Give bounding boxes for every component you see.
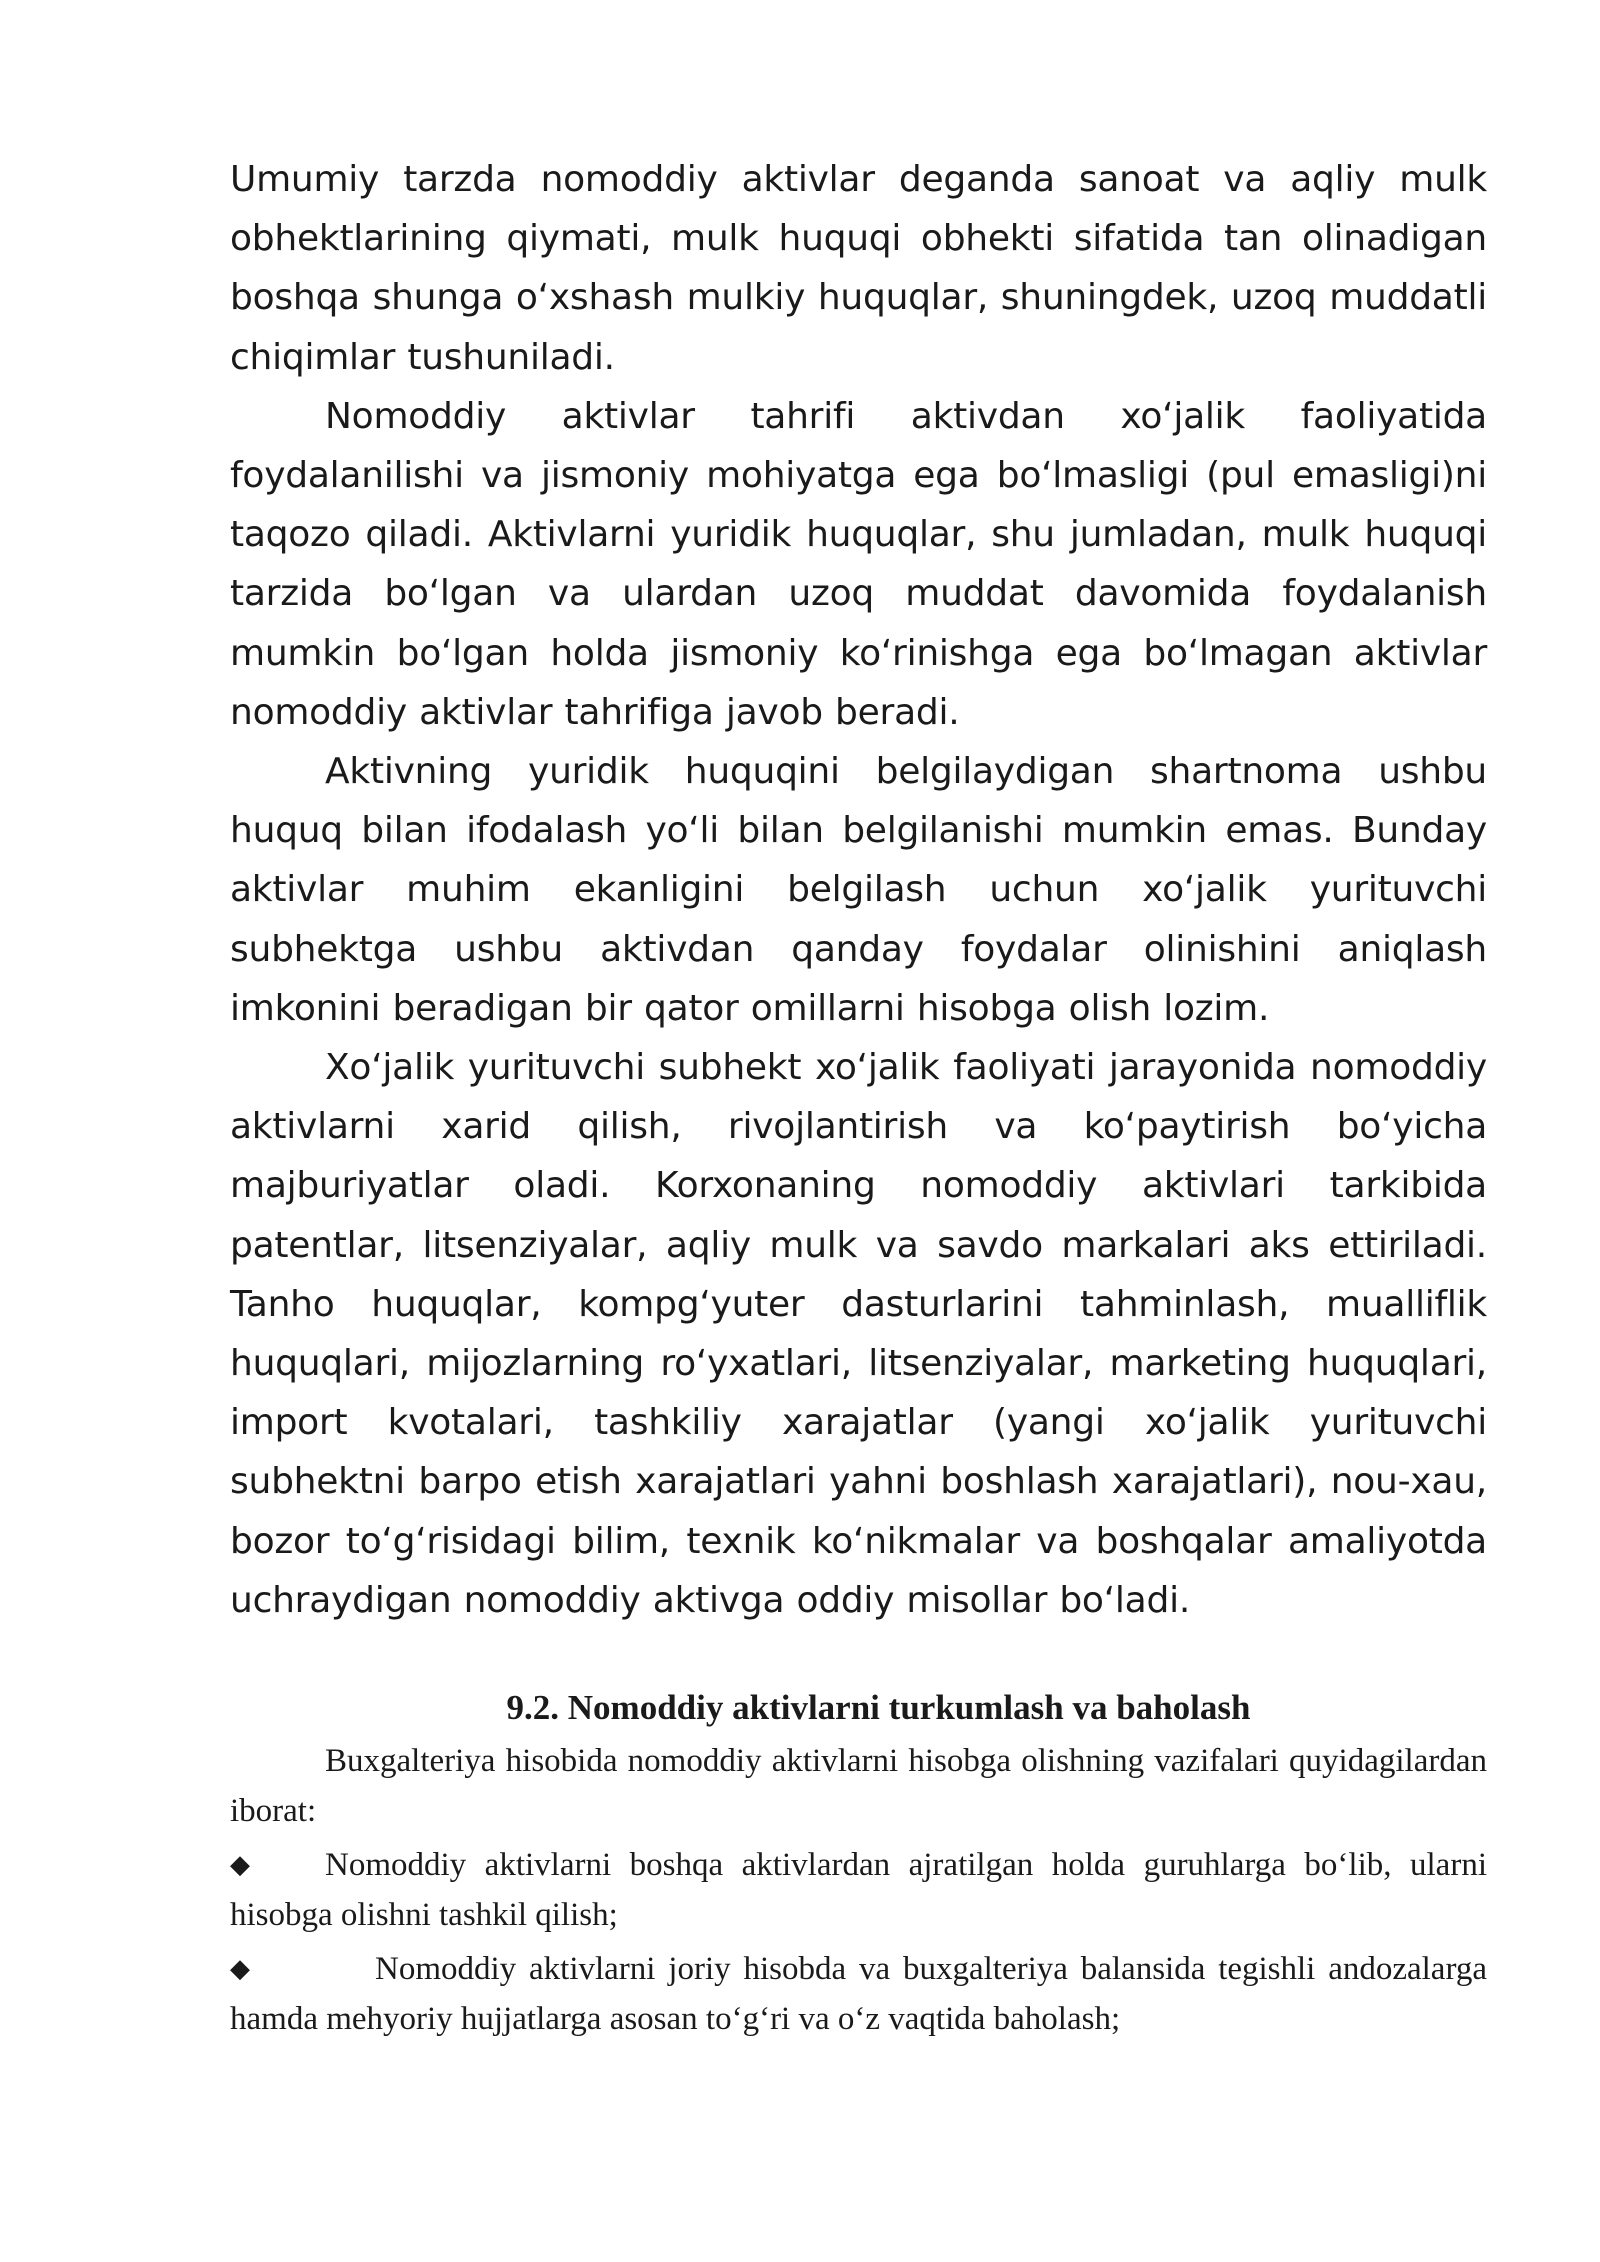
section-9-2 <box>230 1680 1487 2044</box>
document-page <box>230 150 1487 2044</box>
section-heading: 9.2. Nomoddiy aktivlarni turkumlash va baholash <box>506 1688 1251 1728</box>
list-item <box>230 1944 1487 2044</box>
list-item-text: Nomoddiy aktivlarni joriy hisobda va buxgalteriya balansida tegishli andozalarga hamda mehyoriy hujjatlarga asosan to‘g‘ri va o‘z vaqtida baholash; <box>230 1951 1487 2038</box>
paragraph-2: Nomoddiy aktivlar tahrifi aktivdan xo‘jalik faoliyatida foydalanilishi va jismoniy mohiyatga ega bo‘lmasligi (pul emasligi)ni taqozo qiladi. Aktivlarni yuridik huquqlar, shu jumladan, mulk huquqi tarzida bo‘lgan va ulardan uzoq muddat davomida foydalanish mumkin bo‘lgan holda jismoniy ko‘rinishga ega bo‘lmagan aktivlar nomoddiy aktivlar tahrifiga javob beradi. <box>230 395 1487 733</box>
paragraph-4: Xo‘jalik yurituvchi subhekt xo‘jalik faoliyati jarayonida nomoddiy aktivlarni xarid qilish, rivojlantirish va ko‘paytirish bo‘yicha majburiyatlar oladi. Korxonaning nomoddiy aktivlari tarkibida patentlar, litsenziyalar, aqliy mulk va savdo markalari aks ettiriladi. Tanho huquqlar, kompg‘yuter dasturlarini tahminlash, mualliflik huquqlari, mijozlarning ro‘yxatlari, litsenziyalar, marketing huquqlari, import kvotalari, tashkiliy xarajatlar (yangi xo‘jalik yurituvchi subhektni barpo etish xarajatlari yahni boshlash xarajatlari), nou-xau, bozor to‘g‘risidagi bilim, texnik ko‘nikmalar va boshqalar amaliyotda uchraydigan nomoddiy aktivga oddiy misollar bo‘ladi. <box>230 1047 1487 1621</box>
list-item <box>230 1840 1487 1940</box>
list-item-text: Nomoddiy aktivlarni boshqa aktivlardan ajratilgan holda guruhlarga bo‘lib, ularni hisobga olishni tashkil qilish; <box>230 1847 1487 1934</box>
section-intro: Buxgalteriya hisobida nomoddiy aktivlarni hisobga olishning vazifalari quyidagilardan iborat: <box>230 1743 1487 1830</box>
paragraph-3: Aktivning yuridik huquqini belgilaydigan shartnoma ushbu huquq bilan ifodalash yo‘li bilan belgilanishi mumkin emas. Bunday aktivlar muhim ekanligini belgilash uchun xo‘jalik yurituvchi subhektga ushbu aktivdan qanday foydalar olinishini aniqlash imkonini beradigan bir qator omillarni hisobga olish lozim. <box>230 751 1487 1029</box>
paragraph-1: Umumiy tarzda nomoddiy aktivlar deganda sanoat va aqliy mulk obhektlarining qiymati, mulk huquqi obhekti sifatida tan olinadigan boshqa shunga o‘xshash mulkiy huquqlar, shuningdek, uzoq muddatli chiqimlar tushuniladi. <box>230 159 1487 378</box>
diamond-bullet-icon: ◆ <box>230 1850 250 1880</box>
body-text <box>230 150 1487 1630</box>
diamond-bullet-icon: ◆ <box>230 1954 250 1984</box>
